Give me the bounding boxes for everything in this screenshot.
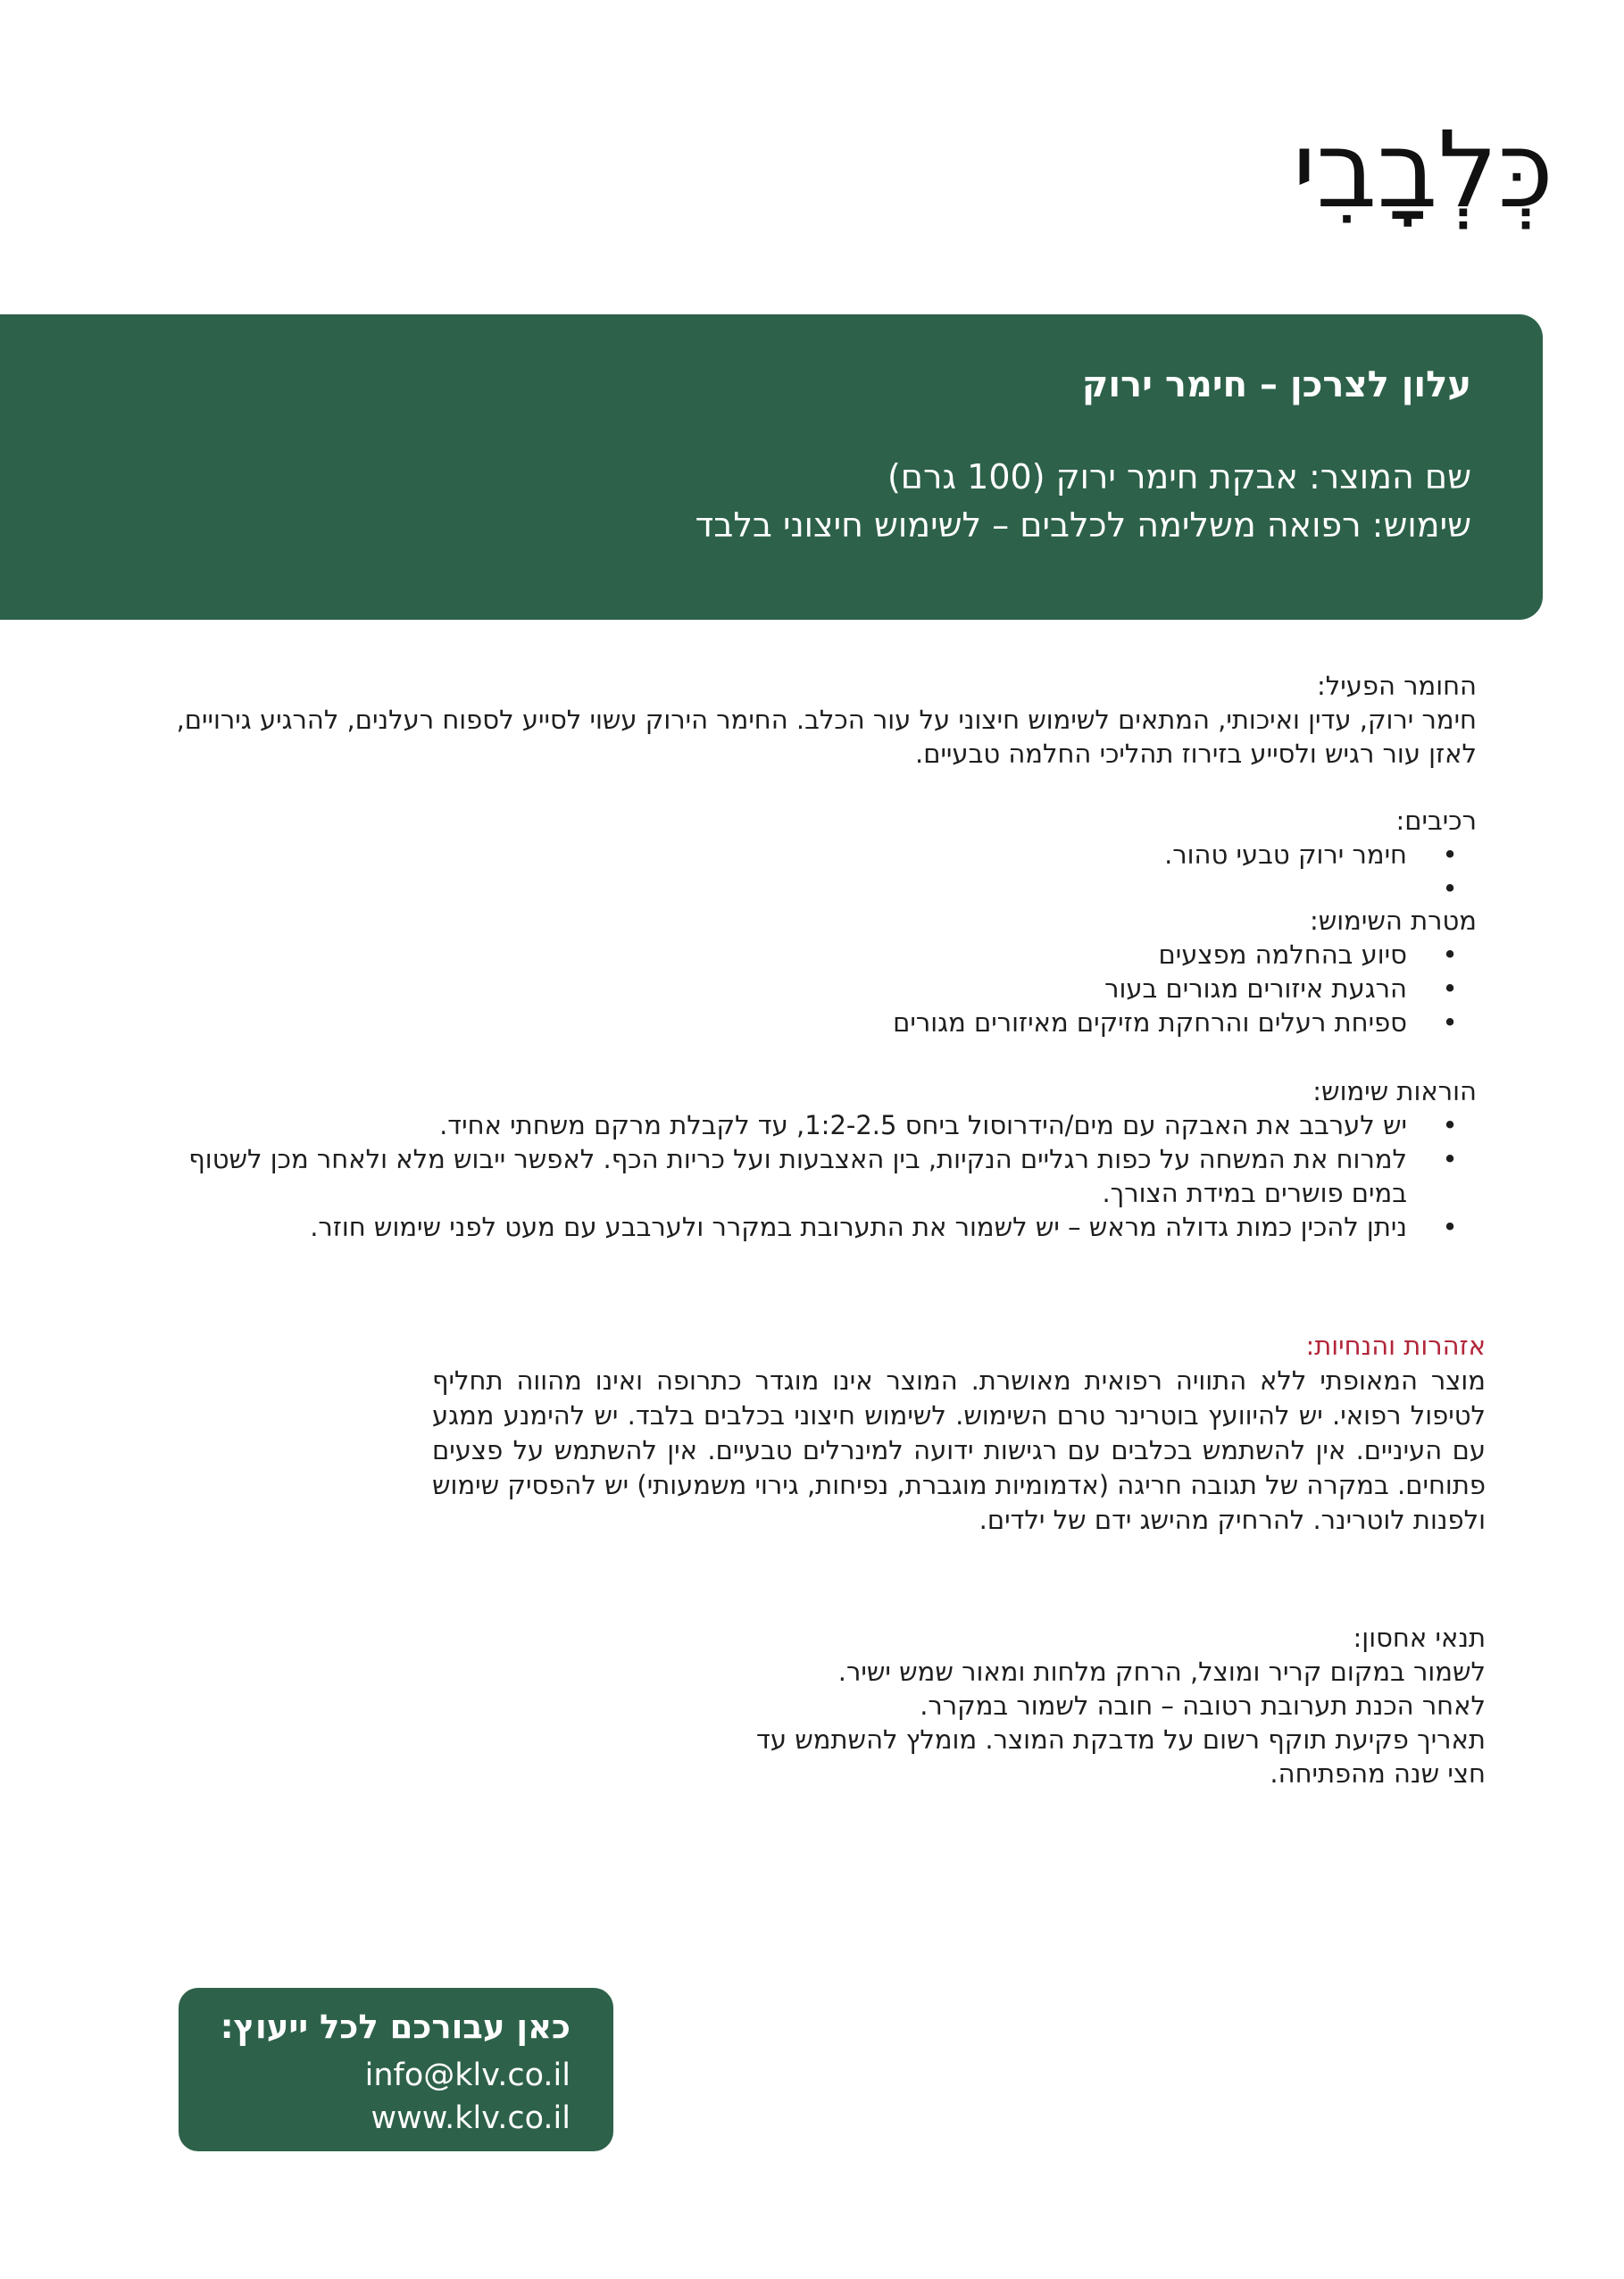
list-item xyxy=(137,872,1477,906)
list-item: • למרוח את המשחה על כפות רגליים הנקיות, בין האצבעות ועל כריות הכף. לאפשר ייבוש מלא ולאחר מכן לשטוף במים פושרים במידת הצורך. xyxy=(188,1144,1458,1208)
storage-section xyxy=(432,1621,1486,1791)
bullet-icon: • xyxy=(1442,873,1458,904)
purpose-list xyxy=(137,938,1477,1039)
contact-title: כאן עבורכם לכל ייעוץ: xyxy=(220,2008,570,2046)
warnings-text: מוצר המאופתי ללא התוויה רפואית מאושרת. המוצר אינו מוגדר כתרופה ואינו מהווה תחליף לטיפול רפואי. יש להיוועץ בוטרינר טרם השימוש. לשימוש חיצוני בכלבים בלבד. יש להימנע ממגע עם העיניים. אין להשתמש בכלבים עם רגישות ידועה למינרלים טבעיים. אין להשתמש על פצעים פתוחים. במקרה של תגובה חריגה (אדמומיות מוגברת, נפיחות, גירוי משמעותי) יש להפסיק שימוש ולפנות לוטרינר. להרחיק מהישג ידם של ילדים. xyxy=(432,1365,1486,1535)
bullet-icon: • xyxy=(1442,839,1458,870)
list-item: • הרגעת איזורים מגורים בעור xyxy=(1104,973,1458,1004)
usage-instructions-section xyxy=(137,1074,1477,1244)
usage-instructions-list xyxy=(137,1108,1477,1244)
list-item: • סיוע בהחלמה מפצעים xyxy=(1158,939,1458,970)
brand-logo: כְּלְבָבִי xyxy=(1292,108,1553,231)
bullet-icon: • xyxy=(1442,1144,1458,1174)
list-item: • ניתן להכין כמות גדולה מראש – יש לשמור את התערובת במקרר ולערבבע עם מעט לפני שימוש חוזר. xyxy=(310,1212,1458,1242)
ingredients-heading: רכיבים: xyxy=(1395,806,1477,836)
list-item: • ספיחת רעלים והרחקת מזיקים מאיזורים מגורים xyxy=(893,1007,1458,1038)
warnings-heading: אזהרות והנחיות: xyxy=(1305,1331,1486,1361)
ingredients-section xyxy=(137,804,1477,906)
purpose-section xyxy=(137,904,1477,1039)
contact-email-link[interactable]: info@klv.co.il xyxy=(364,2058,570,2093)
bullet-icon: • xyxy=(1442,973,1458,1004)
product-usage: שימוש: רפואה משלימה לכלבים – לשימוש חיצוני בלבד xyxy=(695,505,1471,545)
active-ingredient-text: חימר ירוק, עדין ואיכותי, המתאים לשימוש חיצוני על עור הכלב. החימר הירוק עשוי לסייע לספוח רעלנים, להרגיע גירויים, לאזן עור רגיש ולסייע בזירוז תהליכי החלמה טבעיים. xyxy=(176,705,1477,769)
contact-website-link[interactable]: www.klv.co.il xyxy=(371,2100,570,2136)
bullet-icon: • xyxy=(1442,1212,1458,1242)
contact-box xyxy=(179,1988,613,2151)
product-header xyxy=(0,314,1543,620)
bullet-icon: • xyxy=(1442,1007,1458,1038)
usage-instructions-heading: הוראות שימוש: xyxy=(1312,1076,1477,1106)
product-name: שם המוצר: אבקת חימר ירוק (100 גרם) xyxy=(887,457,1471,497)
storage-line: לאחר הכנת תערובת רטובה – חובה לשמור במקרר. xyxy=(920,1690,1486,1721)
warnings-section xyxy=(432,1329,1486,1538)
active-ingredient-section xyxy=(137,669,1477,771)
storage-line: תאריך פקיעת תוקף רשום על מדבקת המוצר. מומלץ להשתמש עד xyxy=(756,1724,1486,1755)
leaflet-title: עלון לצרכן – חימר ירוק xyxy=(1081,364,1471,405)
storage-heading: תנאי אחסון: xyxy=(1353,1623,1486,1653)
bullet-icon: • xyxy=(1442,939,1458,970)
ingredients-list xyxy=(137,838,1477,906)
list-item: • יש לערבב את האבקה עם מים/הידרוסול ביחס 1:2-2.5, עד לקבלת מרקם משחתי אחיד. xyxy=(439,1110,1458,1140)
storage-line: חצי שנה מהפתיחה. xyxy=(1270,1758,1486,1789)
active-ingredient-heading: החומר הפעיל: xyxy=(1316,671,1477,701)
bullet-icon: • xyxy=(1442,1110,1458,1140)
purpose-heading: מטרת השימוש: xyxy=(1309,906,1477,936)
list-item: • חימר ירוק טבעי טהור. xyxy=(1164,839,1458,870)
storage-line: לשמור במקום קריר ומוצל, הרחק מלחות ומאור שמש ישיר. xyxy=(837,1657,1486,1687)
